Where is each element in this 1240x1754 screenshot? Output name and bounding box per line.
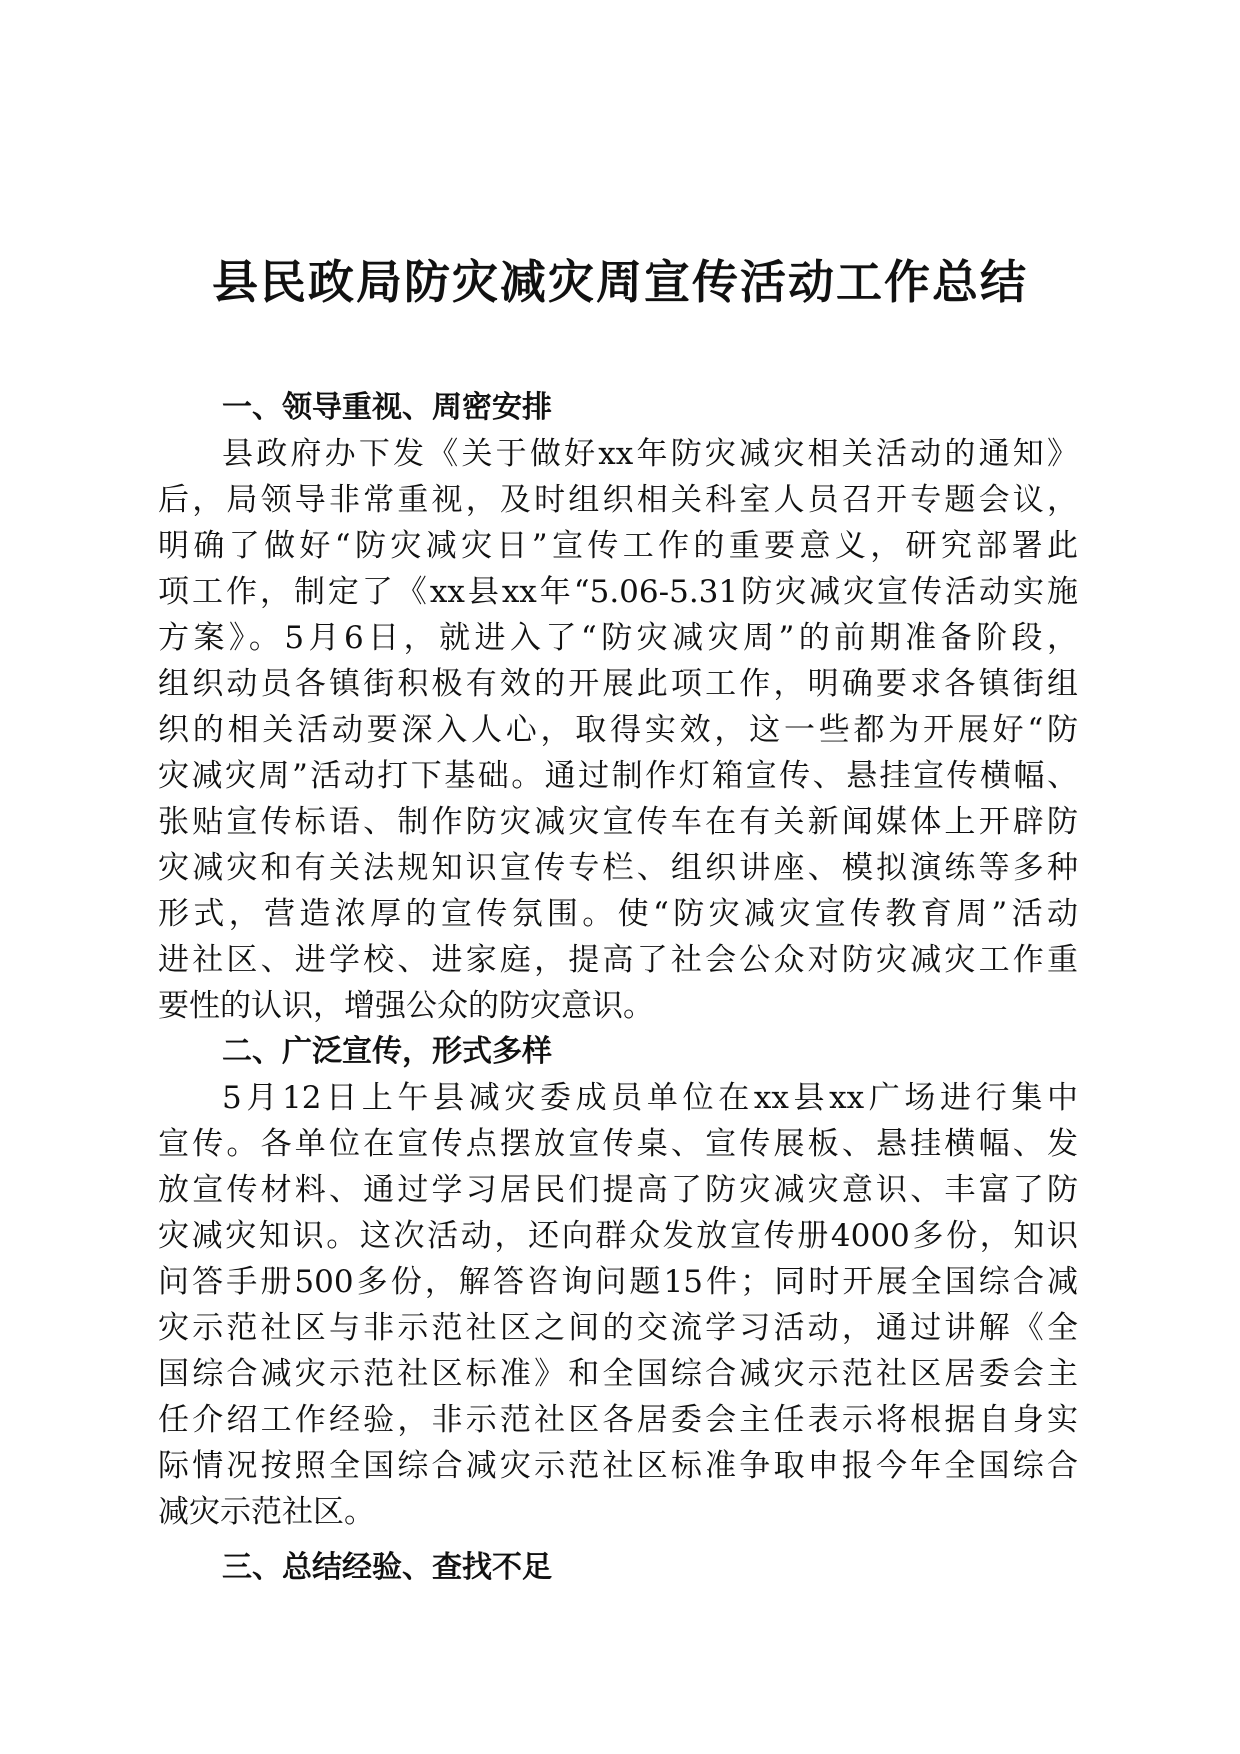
section-heading: 三、总结经验、查找不足 <box>222 1550 552 1585</box>
section-heading: 二、广泛宣传，形式多样 <box>222 1034 552 1069</box>
section-1 <box>158 385 1078 1029</box>
paragraph-line: 进社区、进学校、进家庭，提高了社会公众对防灾减灾工作重 <box>158 942 1078 978</box>
paragraph-line: 县政府办下发《关于做好xx年防灾减灾相关活动的通知》 <box>222 436 1078 472</box>
paragraph-line: 减灾示范社区。 <box>158 1494 375 1530</box>
paragraph-line: 5月12日上午县减灾委成员单位在xx县xx广场进行集中 <box>222 1080 1078 1116</box>
paragraph-line: 组织动员各镇街积极有效的开展此项工作，明确要求各镇街组 <box>158 666 1078 702</box>
paragraph-line: 项工作，制定了《xx县xx年“5.06-5.31防灾减灾宣传活动实施 <box>158 574 1078 610</box>
paragraph-line: 灾减灾知识。这次活动，还向群众发放宣传册4000多份，知识 <box>158 1218 1078 1254</box>
paragraph-line: 明确了做好“防灾减灾日”宣传工作的重要意义，研究部署此 <box>158 528 1078 564</box>
paragraph-line: 问答手册500多份，解答咨询问题15件；同时开展全国综合减 <box>158 1264 1078 1300</box>
paragraph-line: 方案》。5月6日，就进入了“防灾减灾周”的前期准备阶段， <box>158 620 1078 656</box>
section-3 <box>158 1545 1078 1591</box>
paragraph-line: 织的相关活动要深入人心，取得实效，这一些都为开展好“防 <box>158 712 1078 748</box>
paragraph-line: 际情况按照全国综合减灾示范社区标准争取申报今年全国综合 <box>158 1448 1078 1484</box>
spacer <box>158 1535 1078 1545</box>
paragraph-line: 灾减灾和有关法规知识宣传专栏、组织讲座、模拟演练等多种 <box>158 850 1078 886</box>
paragraph-line: 任介绍工作经验，非示范社区各居委会主任表示将根据自身实 <box>158 1402 1078 1438</box>
paragraph-line: 后，局领导非常重视，及时组织相关科室人员召开专题会议， <box>158 482 1078 518</box>
paragraph-line: 形式，营造浓厚的宣传氛围。使“防灾减灾宣传教育周”活动 <box>158 896 1078 932</box>
paragraph-line: 国综合减灾示范社区标准》和全国综合减灾示范社区居委会主 <box>158 1356 1078 1392</box>
section-paragraph <box>158 431 1078 1029</box>
section-paragraph <box>158 1075 1078 1535</box>
document-body <box>158 385 1078 1591</box>
paragraph-line: 放宣传材料、通过学习居民们提高了防灾减灾意识、丰富了防 <box>158 1172 1078 1208</box>
paragraph-line: 张贴宣传标语、制作防灾减灾宣传车在有关新闻媒体上开辟防 <box>158 804 1078 840</box>
paragraph-line: 灾示范社区与非示范社区之间的交流学习活动，通过讲解《全 <box>158 1310 1078 1346</box>
paragraph-line: 宣传。各单位在宣传点摆放宣传桌、宣传展板、悬挂横幅、发 <box>158 1126 1078 1162</box>
document-title: 县民政局防灾减灾周宣传活动工作总结 <box>212 255 1028 309</box>
section-2 <box>158 1029 1078 1535</box>
paragraph-line: 要性的认识，增强公众的防灾意识。 <box>158 988 654 1024</box>
section-heading: 一、领导重视、周密安排 <box>222 390 552 425</box>
paragraph-line: 灾减灾周”活动打下基础。通过制作灯箱宣传、悬挂宣传横幅、 <box>158 758 1078 794</box>
